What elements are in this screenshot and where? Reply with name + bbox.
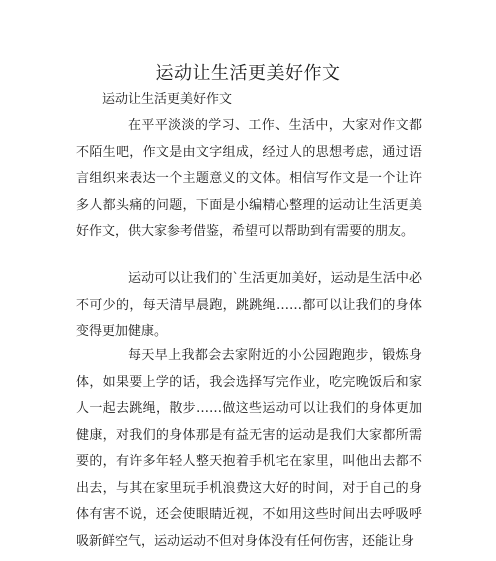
paragraph-body-1: 运动可以让我们的`生活更加美好，运动是生活中必不可少的，每天清早晨跑，跳跳绳……都可以让我们的身体变得更加健康。 — [76, 271, 422, 339]
document-title: 运动让生活更美好作文 — [155, 63, 341, 84]
paragraph-body-2: 每天早上我都会去家附近的小公园跑跑步，锻炼身体，如果要上学的话，我会选择写完作业，吃完晚饭后和家人一起去跳绳，散步……做这些运动可以让我们的身体更加健康，对我们的身体那是有益无害的运动是我们大家都所需要的，有许多年轻人整天抱着手机宅在家里，叫他出去都不出去，与其在家里玩手机浪费这大好的时间，对于自己的身体有害不说，还会使眼睛近视，不如用这些时间出去呼吸呼吸新鲜空气，运动运动不但对身体没有任何伤害，还能让身 — [76, 348, 422, 549]
paragraph-intro: 在平平淡淡的学习、工作、生活中，大家对作文都不陌生吧，作文是由文字组成，经过人的思想考虑，通过语言组织来表达一个主题意义的文体。相信写作文是一个让许多人都头痛的问题，下面是小编精心整理的运动让生活更美好作文，供大家参考借鉴，希望可以帮助到有需要的朋友。 — [76, 118, 422, 239]
document-subtitle: 运动让生活更美好作文 — [102, 92, 233, 107]
